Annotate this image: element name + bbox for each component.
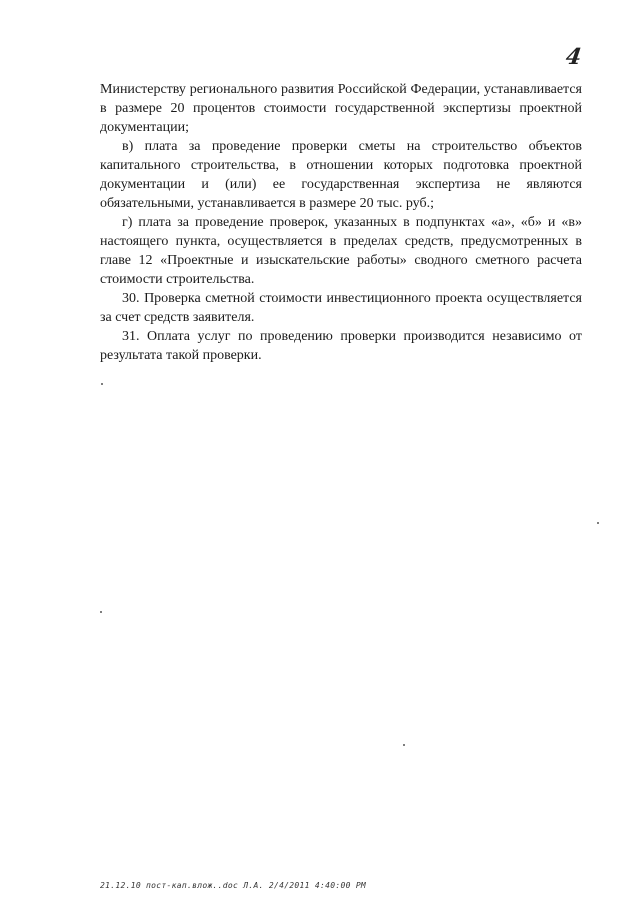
scan-speck (597, 522, 599, 524)
paragraph-30: 30. Проверка сметной стоимости инвестиционного проекта осуществляется за счет средств заявителя. (100, 291, 582, 325)
paragraph-continuation: Министерству регионального развития Российской Федерации, устанавливается в размере 20 процентов стоимости государственной экспертизы проектной документации; (100, 82, 582, 135)
paragraph-item-v: в) плата за проведение проверки сметы на строительство объектов капитального строительства, в отношении которых подготовка проектной документации и (или) ее государственная экспертиза не являются обязательными, устанавливается в размере 20 тыс. руб.; (100, 139, 582, 211)
paragraph-31: 31. Оплата услуг по проведению проверки производится независимо от результата такой проверки. (100, 329, 582, 363)
document-body (100, 80, 582, 365)
paragraph-item-g: г) плата за проведение проверок, указанных в подпунктах «а», «б» и «в» настоящего пункта, осуществляется в пределах средств, предусмотренных в главе 12 «Проектные и изыскательские работы» сводного сметного расчета стоимости строительства. (100, 215, 582, 287)
page-number: 4 (564, 44, 584, 70)
scan-speck (101, 383, 103, 385)
footer-file-info: 21.12.10 пост-кап.влож..doc Л.А. 2/4/2011 4:40:00 PM (100, 881, 367, 890)
scan-speck (403, 744, 405, 746)
scan-speck (100, 611, 102, 613)
